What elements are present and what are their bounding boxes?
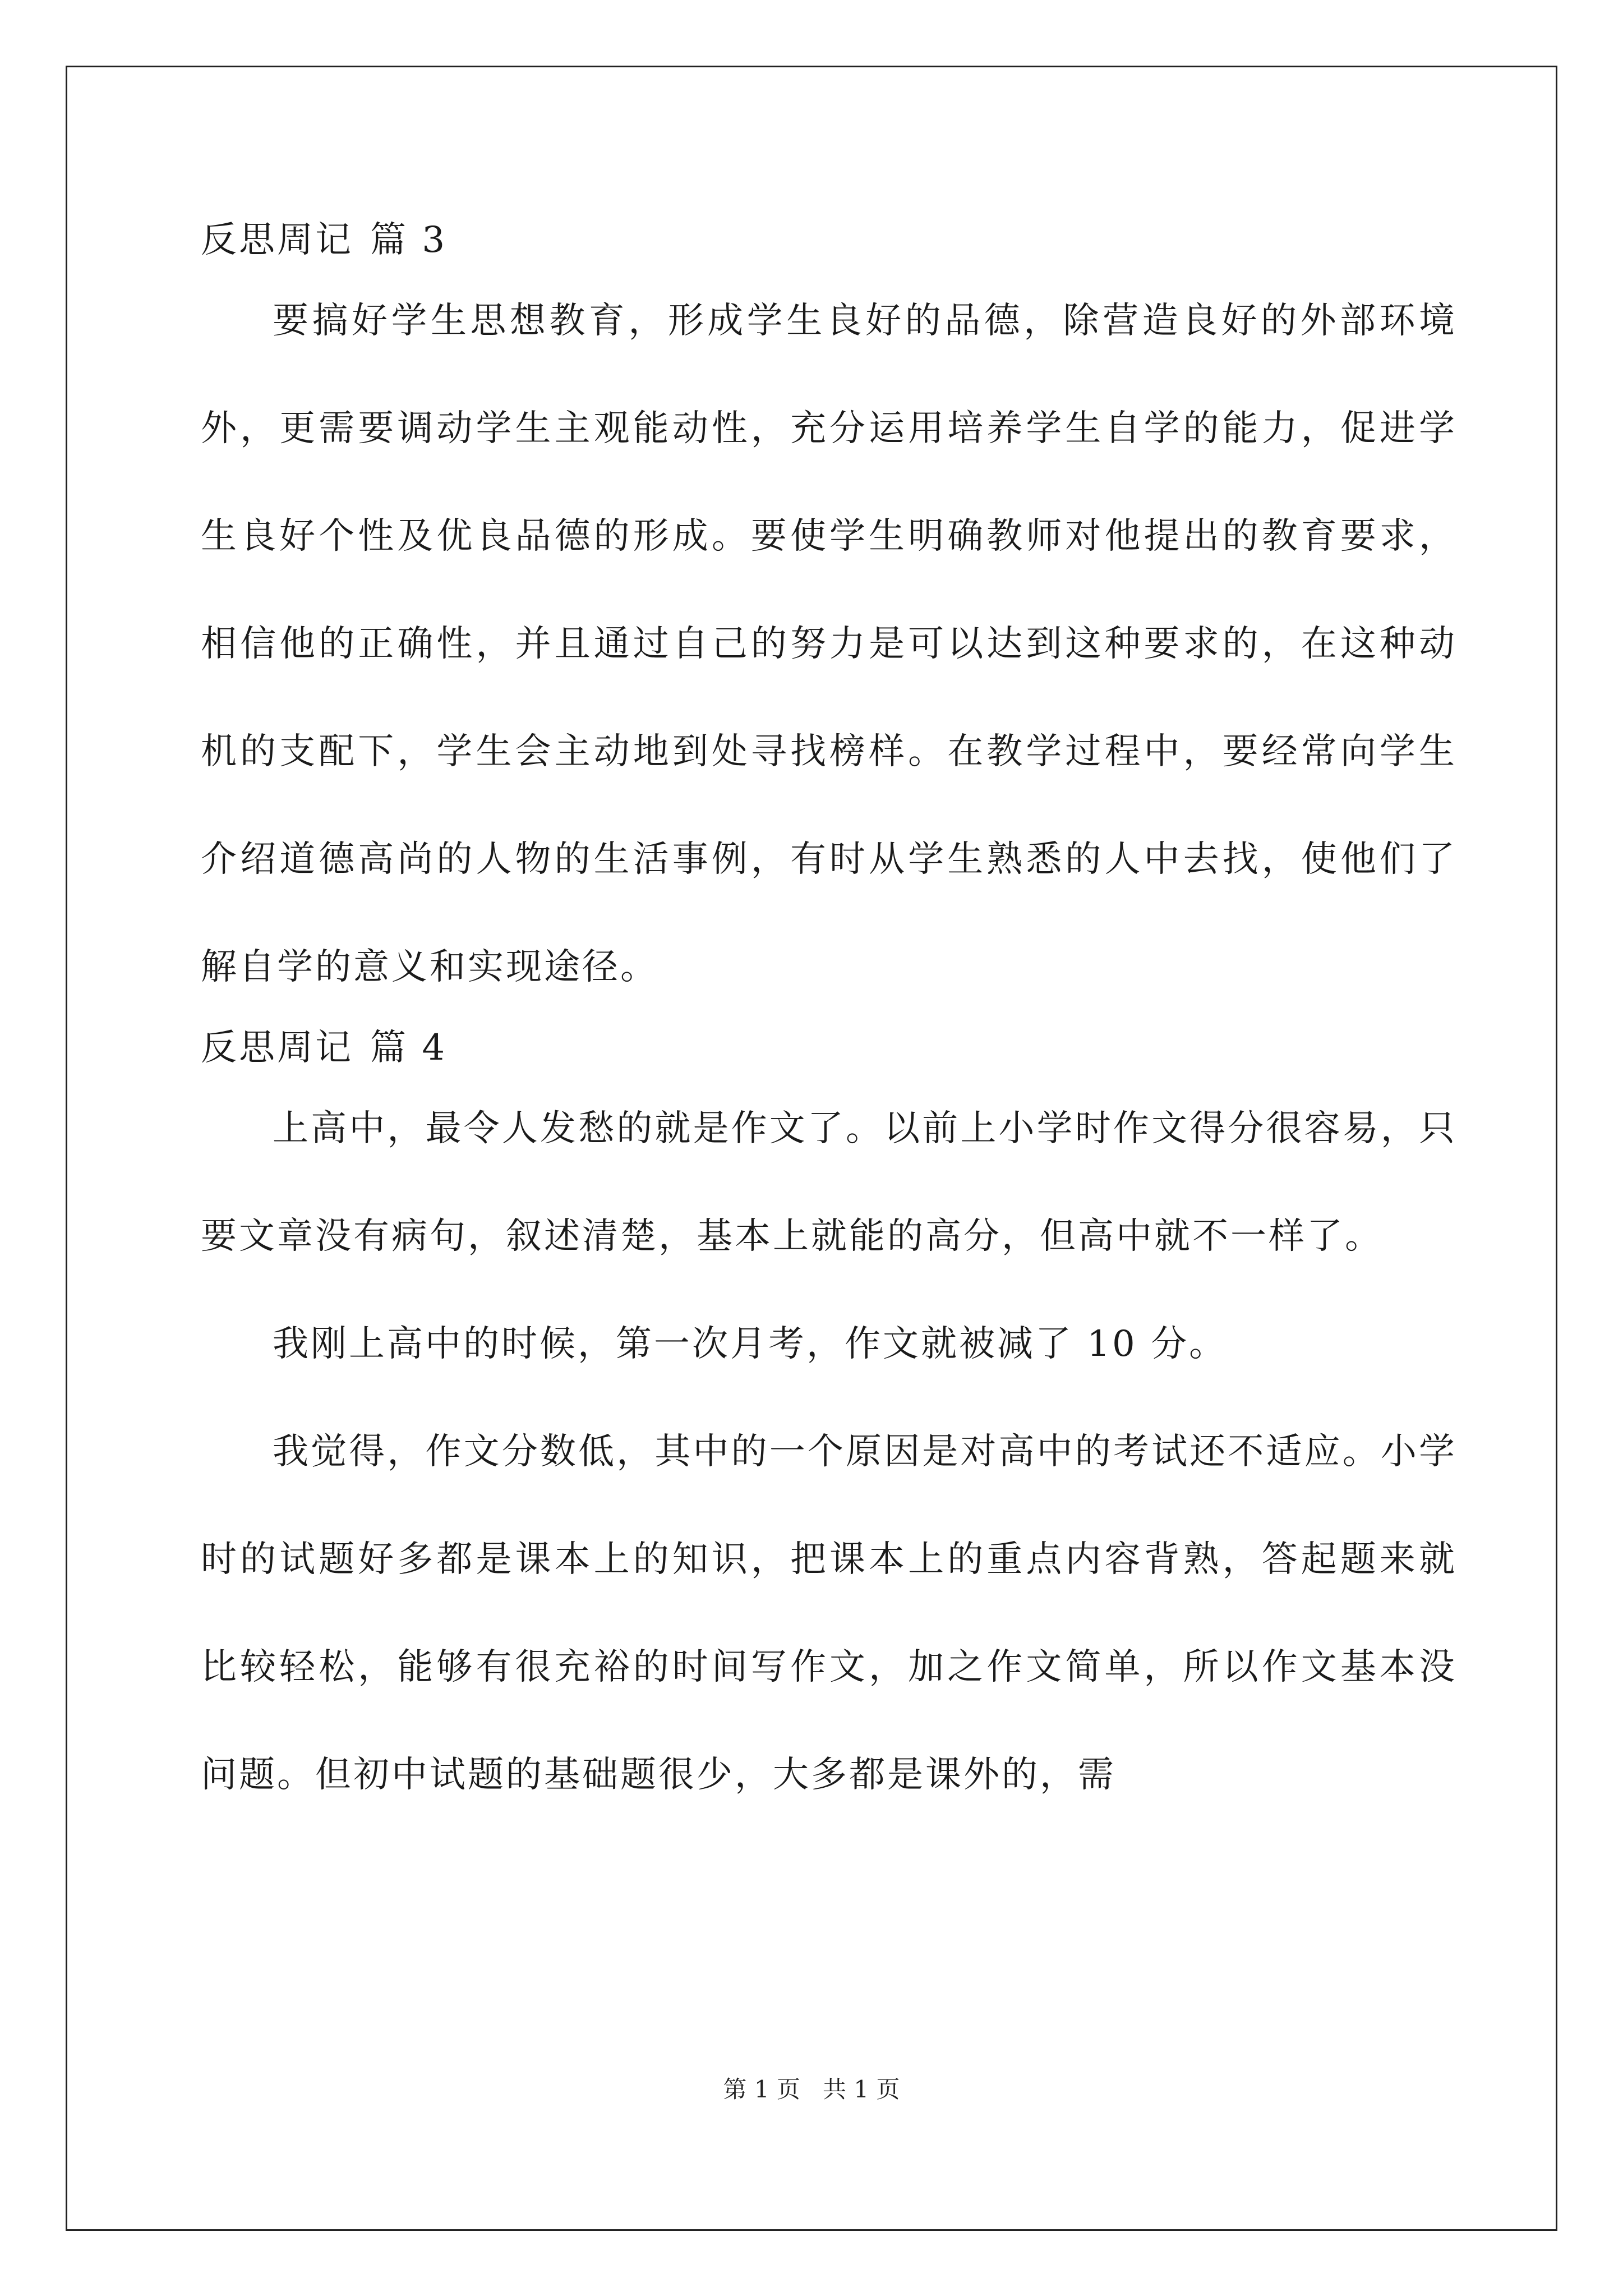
paragraph: 我刚上高中的时候，第一次月考，作文就被减了 10 分。 xyxy=(273,1323,1228,1365)
section-heading xyxy=(201,213,1457,267)
section-title: 反思周记 xyxy=(201,1027,353,1069)
paragraph: 要搞好学生思想教育，形成学生良好的品德，除营造良好的外部环境外，更需要调动学生主观能动性，充分运用培养学生自学的能力，促进学生良好个性及优良品德的形成。要使学生明确教师对他提出的教育要求，相信他的正确性，并且通过自己的努力是可以达到这种要求的，在这种动机的支配下，学生会主动地到处寻找榜样。在教学过程中，要经常向学生介绍道德高尚的人物的生活事例，有时从学生熟悉的人中去找，使他们了解自学的意义和实现途径。 xyxy=(201,300,1457,988)
document-body xyxy=(201,213,1457,1829)
section-heading xyxy=(201,1021,1457,1075)
section-title: 反思周记 xyxy=(201,219,353,261)
section-number: 篇 3 xyxy=(370,219,448,261)
section-number: 篇 4 xyxy=(370,1027,448,1069)
paragraph: 我觉得，作文分数低，其中的一个原因是对高中的考试还不适应。小学时的试题好多都是课本上的知识，把课本上的重点内容背熟，答起题来就比较轻松，能够有很充裕的时间写作文，加之作文简单，所以作文基本没问题。但初中试题的基础题很少，大多都是课外的，需 xyxy=(201,1431,1457,1796)
page-footer: 第 1 页 共 1 页 xyxy=(723,2076,900,2103)
paragraph: 上高中，最令人发愁的就是作文了。以前上小学时作文得分很容易，只要文章没有病句，叙述清楚，基本上就能的高分，但高中就不一样了。 xyxy=(201,1108,1457,1257)
